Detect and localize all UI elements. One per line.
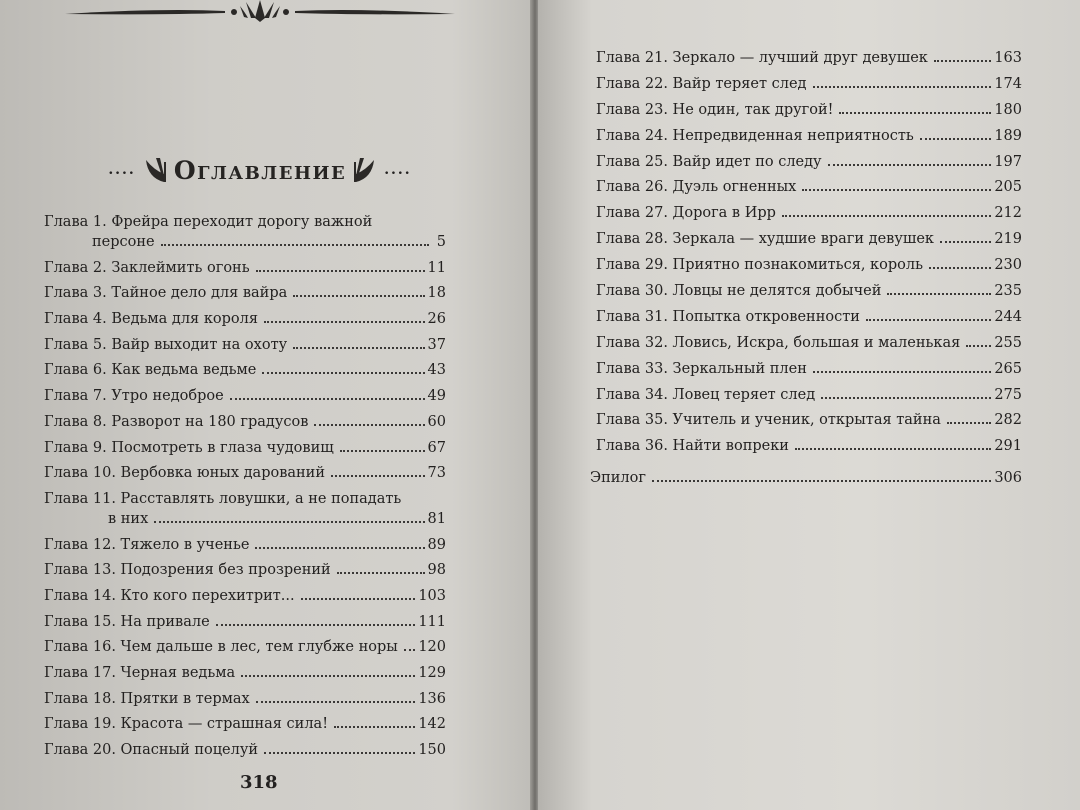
dot-leader — [929, 267, 991, 269]
dot-leader — [331, 475, 425, 477]
dot-leader — [934, 60, 991, 62]
chapter-title: Подозрения без прозрений — [120, 562, 331, 579]
chapter-label: Глава 33. — [596, 360, 668, 377]
dot-leader — [813, 86, 992, 88]
toc-entry[interactable] — [44, 614, 446, 640]
chapter-title: Дорога в Ирр — [672, 205, 776, 222]
chapter-label: Глава 1. — [44, 214, 107, 230]
dot-leader — [255, 547, 424, 549]
dot-leader — [314, 424, 424, 426]
flourish-right-icon — [354, 156, 376, 184]
chapter-title: Вайр теряет след — [672, 75, 807, 92]
toc-entry[interactable] — [44, 742, 446, 768]
chapter-label: Глава 3. — [44, 285, 107, 302]
toc-entry[interactable] — [596, 128, 1022, 154]
dot-leader — [782, 215, 991, 217]
chapter-label: Глава 32. — [596, 334, 668, 351]
dot-leader — [334, 726, 415, 728]
chapter-title: Чем дальше в лес, тем глубже норы — [120, 639, 398, 656]
page-number: 26 — [427, 311, 446, 328]
dot-leader — [802, 189, 991, 191]
page-number: 89 — [427, 536, 446, 553]
toc-entry[interactable] — [44, 234, 446, 260]
chapter-label: Глава 2. — [44, 259, 107, 276]
toc-entry[interactable] — [596, 412, 1022, 438]
dot-leader — [828, 164, 992, 166]
chapter-title: Разворот на 180 градусов — [111, 413, 309, 430]
chapter-title: Черная ведьма — [120, 665, 236, 681]
chapter-title: Тайное дело для вайра — [111, 285, 288, 302]
toc-entry[interactable] — [44, 691, 446, 717]
page-number: 235 — [994, 283, 1022, 300]
dot-leader — [264, 321, 425, 323]
toc-entry[interactable] — [596, 387, 1022, 413]
dot-leader — [241, 675, 415, 677]
chapter-title: Вербовка юных дарований — [120, 465, 326, 482]
chapter-title: Учитель и ученик, открытая тайна — [672, 412, 941, 429]
chapter-title: Прятки в термах — [120, 690, 250, 707]
chapter-label: Глава 25. — [596, 153, 668, 170]
chapter-label: Глава 4. — [44, 311, 107, 328]
dot-leader — [216, 624, 416, 626]
toc-entry[interactable] — [44, 511, 446, 537]
page-number: 197 — [994, 153, 1022, 170]
chapter-title: Найти вопреки — [672, 438, 789, 455]
page-number: 43 — [427, 362, 446, 379]
page-number: 255 — [994, 334, 1022, 351]
chapter-label: Глава 6. — [44, 362, 107, 379]
dot-leader — [293, 347, 424, 349]
chapter-title: Опасный поцелуй — [120, 742, 259, 759]
chapter-label: Глава 8. — [44, 413, 107, 430]
page-number: 5 — [436, 234, 446, 250]
toc-entry[interactable] — [44, 414, 446, 440]
toc-entry[interactable] — [596, 76, 1022, 102]
dot-leader — [301, 598, 416, 600]
toc-entry[interactable] — [44, 716, 446, 742]
chapter-label: Глава 30. — [596, 283, 668, 300]
toc-entry-line1 — [44, 491, 446, 511]
toc-heading — [100, 150, 420, 190]
page-number: 180 — [994, 101, 1022, 118]
dot-leader — [947, 422, 991, 424]
chapter-title: Кто кого перехитрит... — [120, 587, 295, 604]
dot-leader — [340, 450, 425, 452]
chapter-label: Глава 36. — [596, 438, 668, 455]
dot-leader — [161, 244, 429, 246]
toc-entry[interactable] — [596, 257, 1022, 283]
chapter-title: Ловец теряет след — [672, 386, 816, 403]
chapter-label: Глава 26. — [596, 179, 668, 196]
page-number: 306 — [994, 470, 1022, 487]
toc-entry[interactable] — [596, 309, 1022, 335]
page-number: 205 — [994, 179, 1022, 196]
toc-list-right — [590, 50, 1022, 496]
chapter-title: Ловцы не делятся добычей — [672, 283, 882, 300]
dot-leader — [966, 345, 991, 347]
chapter-title: Фрейра переходит дорогу важной — [111, 214, 373, 230]
chapter-label: Глава 27. — [596, 205, 668, 222]
chapter-label: Глава 10. — [44, 465, 116, 482]
chapter-label: Глава 11. — [44, 490, 116, 507]
dot-leader — [795, 448, 991, 450]
dot-leader — [821, 397, 991, 399]
page-number: 219 — [994, 231, 1022, 248]
toc-entry[interactable] — [44, 260, 446, 286]
dot-leader — [839, 112, 991, 114]
chapter-label: Глава 28. — [596, 231, 668, 248]
toc-entry[interactable] — [596, 50, 1022, 76]
toc-entry[interactable] — [44, 639, 446, 665]
toc-entry[interactable] — [44, 337, 446, 363]
page-number: 142 — [418, 716, 446, 733]
toc-entry[interactable] — [596, 102, 1022, 128]
dot-leader — [256, 270, 425, 272]
page-folio: 318 — [240, 772, 278, 793]
chapter-title: Ведьма для короля — [111, 311, 258, 328]
chapter-title: Расставлять ловушки, а не попадать — [120, 490, 402, 507]
chapter-label: Глава 19. — [44, 716, 116, 733]
chapter-title: Как ведьма ведьме — [111, 362, 257, 379]
dot-leader — [256, 701, 416, 703]
toc-entry[interactable] — [44, 665, 446, 691]
dot-leader — [230, 398, 425, 400]
chapter-label: Глава 12. — [44, 536, 116, 553]
page-number: 291 — [994, 438, 1022, 455]
page-number: 265 — [994, 360, 1022, 377]
toc-entry[interactable] — [44, 362, 446, 388]
dot-leader — [404, 649, 416, 651]
chapter-label: Глава 34. — [596, 386, 668, 403]
toc-entry[interactable] — [596, 154, 1022, 180]
page-number: 111 — [418, 613, 446, 630]
page-number: 244 — [994, 308, 1022, 325]
dot-leader — [262, 372, 424, 374]
page-number: 129 — [418, 665, 446, 681]
chapter-label: Глава 18. — [44, 690, 116, 707]
chapter-title: Попытка откровенности — [672, 308, 860, 325]
page-number: 230 — [994, 257, 1022, 274]
page-number: 60 — [427, 413, 446, 430]
dot-leader — [887, 293, 991, 295]
dot-leader — [293, 295, 424, 297]
page-number: 37 — [427, 336, 446, 353]
top-ornament-icon — [60, 0, 460, 28]
toc-entry[interactable] — [44, 562, 446, 588]
toc-entry[interactable] — [44, 311, 446, 337]
page-number: 98 — [427, 562, 446, 579]
toc-entry[interactable] — [596, 361, 1022, 387]
chapter-label: Глава 14. — [44, 587, 116, 604]
chapter-label: Глава 23. — [596, 101, 668, 118]
toc-entry[interactable] — [44, 465, 446, 491]
flourish-left-icon — [144, 156, 166, 184]
chapter-title: Зеркало — лучший друг девушек — [672, 50, 928, 66]
left-page — [0, 0, 532, 810]
chapter-title: Тяжело в ученье — [120, 536, 250, 553]
toc-entry[interactable] — [44, 588, 446, 614]
dot-leader — [264, 752, 415, 754]
page-number: 163 — [994, 50, 1022, 66]
toc-entry[interactable] — [44, 440, 446, 466]
toc-entry[interactable] — [596, 231, 1022, 257]
chapter-label: Глава 29. — [596, 257, 668, 274]
toc-entry[interactable] — [44, 388, 446, 414]
toc-entry[interactable] — [596, 283, 1022, 309]
dot-leader — [920, 138, 992, 140]
chapter-title: Красота — страшная сила! — [120, 716, 329, 733]
dot-leader — [337, 572, 425, 574]
dot-leader — [652, 480, 991, 482]
chapter-label: Глава 35. — [596, 412, 668, 429]
chapter-title: Приятно познакомиться, король — [672, 257, 923, 274]
chapter-title-cont: в них — [108, 510, 149, 527]
page-number: 212 — [994, 205, 1022, 222]
page-number: 189 — [994, 127, 1022, 144]
toc-entry-line1 — [44, 214, 446, 234]
page-number: 73 — [427, 465, 446, 482]
heading-dots-right: .... — [384, 162, 412, 178]
epilogue-title: Эпилог — [590, 470, 646, 487]
page-number: 81 — [427, 510, 446, 527]
page-number: 103 — [418, 587, 446, 604]
toc-entry[interactable] — [44, 285, 446, 311]
page-number: 120 — [418, 639, 446, 656]
chapter-title: На привале — [120, 613, 210, 630]
chapter-label: Глава 21. — [596, 50, 668, 66]
chapter-label: Глава 16. — [44, 639, 116, 656]
chapter-label: Глава 9. — [44, 439, 107, 456]
chapter-title: Дуэль огненных — [672, 179, 797, 196]
chapter-label: Глава 7. — [44, 388, 107, 405]
page-number: 136 — [418, 690, 446, 707]
toc-entry[interactable] — [596, 179, 1022, 205]
toc-entry[interactable] — [596, 335, 1022, 361]
page-number: 150 — [418, 742, 446, 759]
chapter-label: Глава 15. — [44, 613, 116, 630]
chapter-label: Глава 24. — [596, 127, 668, 144]
toc-entry-epilogue[interactable] — [590, 470, 1022, 496]
chapter-title: Утро недоброе — [111, 388, 224, 405]
chapter-title-cont: персоне — [92, 234, 155, 250]
page-number: 275 — [994, 386, 1022, 403]
chapter-label: Глава 13. — [44, 562, 116, 579]
chapter-label: Глава 31. — [596, 308, 668, 325]
chapter-label: Глава 5. — [44, 336, 107, 353]
chapter-label: Глава 22. — [596, 75, 668, 92]
toc-entry[interactable] — [596, 438, 1022, 464]
chapter-title: Зеркала — худшие враги девушек — [672, 231, 934, 248]
chapter-title: Вайр выходит на охоту — [111, 336, 288, 353]
page-number: 67 — [427, 439, 446, 456]
dot-leader — [813, 371, 991, 373]
toc-entry[interactable] — [596, 205, 1022, 231]
chapter-title: Посмотреть в глаза чудовищ — [111, 439, 334, 456]
page-number: 174 — [994, 75, 1022, 92]
dot-leader — [154, 521, 424, 523]
page-number: 49 — [427, 388, 446, 405]
chapter-title: Не один, так другой! — [672, 101, 834, 118]
chapter-title: Непредвиденная неприятность — [672, 127, 914, 144]
dot-leader — [866, 319, 991, 321]
page-number: 11 — [427, 259, 446, 276]
chapter-title: Вайр идет по следу — [672, 153, 822, 170]
toc-list-left — [44, 214, 446, 768]
page-number: 282 — [994, 412, 1022, 429]
page-number: 18 — [427, 285, 446, 302]
chapter-title: Заклеймить огонь — [111, 259, 250, 276]
chapter-title: Ловись, Искра, большая и маленькая — [672, 334, 961, 351]
heading-dots-left: .... — [108, 162, 136, 178]
right-page — [538, 0, 1080, 810]
dot-leader — [940, 241, 991, 243]
toc-entry[interactable] — [44, 537, 446, 563]
page-title: Оглавление — [173, 155, 347, 185]
chapter-title: Зеркальный плен — [672, 360, 807, 377]
chapter-label: Глава 17. — [44, 665, 116, 681]
chapter-label: Глава 20. — [44, 742, 116, 759]
